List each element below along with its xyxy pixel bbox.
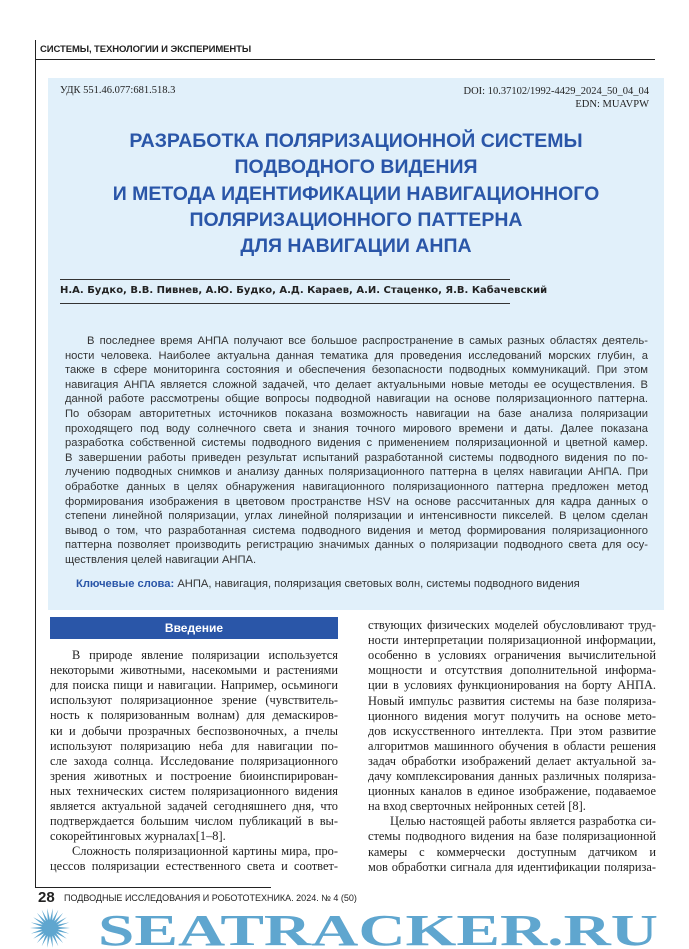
abstract-line: степени линейной поляризации, углах линейной поляризации и интенсивности пикселей. В целом сделан — [65, 510, 648, 523]
intro-heading: Введение — [50, 617, 338, 639]
keywords — [76, 578, 580, 590]
body-line: ционного видения могут получить на основе мето- — [368, 708, 656, 723]
body-line: В природе явление поляризации используется — [72, 648, 338, 662]
body-line: зрения животных и построение биоинспирирован- — [50, 768, 338, 783]
body-line: сле захода солнца. Исследование поляризационного — [50, 753, 338, 768]
abstract-line: разработка собственной системы подводного видения с применением поляризационной и цветной камер. — [65, 437, 648, 450]
section-header: СИСТЕМЫ, ТЕХНОЛОГИИ И ЭКСПЕРИМЕНТЫ — [40, 44, 252, 55]
authors: Н.А. Будко, В.В. Пивнев, А.Ю. Будко, А.Д. Караев, А.И. Стаценко, Я.В. Кабачевский — [60, 285, 548, 296]
watermark-text: SEATRACKER.RU — [98, 907, 658, 949]
abstract-line: паттерна позволяет производить регистрацию значимых данных о поляризации подводного света для осу- — [65, 539, 648, 552]
abstract-line: ности человека. Наиболее актуальна данная тематика для проведения исследований морских глубин, а — [65, 349, 648, 362]
doi-block — [464, 85, 650, 111]
abstract-line: вывод о том, что разработанная система подводного видения и метод формирования поляризационного — [65, 524, 648, 537]
sunburst-icon — [30, 908, 70, 948]
abstract-line: По обзорам авторитетных источников показана возможность навигации на базе анализа поляризации — [65, 408, 648, 420]
body-line: ность к поляризованным волнам) для демаскиров- — [50, 708, 338, 723]
title-line: ПОДВОДНОГО ВИДЕНИЯ — [234, 156, 478, 179]
body-line: ции в условиях функционирования на борту АНПА. — [368, 678, 656, 693]
body-line: ствующих физических моделей обусловливают труд- — [368, 618, 656, 632]
body-line: ки и добычи прозрачных беспозвоночных, а пчелы — [50, 723, 338, 738]
body-line: сокорейтинговых журналах[1–8]. — [50, 829, 226, 844]
header-rule — [35, 59, 655, 60]
body-line: на вход сверточных нейронных сетей [8]. — [368, 799, 586, 814]
body-line: Новый импульс развития системы на базе поляриза- — [368, 693, 656, 708]
body-line: является актуальной задачей сегодняшнего дня, что — [50, 799, 338, 813]
title-line: И МЕТОДА ИДЕНТИФИКАЦИИ НАВИГАЦИОННОГО — [112, 182, 600, 205]
doi: DOI: 10.37102/1992-4429_2024_50_04_04 — [463, 86, 649, 97]
abstract-line: проходящего под воду солнечного света и знания точного мирового времени и даты. Далее показана — [65, 422, 648, 435]
abstract-line: навигация АНПА является сложной задачей, что делает актуальными новые методы ее осуществления. В — [65, 378, 648, 391]
body-line: камеры с коммерчески доступным датчиком и — [368, 844, 656, 859]
body-line: подтверждается большим числом публикаций в вы- — [50, 814, 338, 829]
body-line: мощности и отсутствия дополнительной информа- — [368, 663, 656, 678]
keywords-label: Ключевые слова: — [76, 578, 175, 590]
body-line: используют поляризационное зрение (чувствитель- — [50, 693, 338, 708]
abstract-line: ществления целей навигации АНПА. — [65, 554, 257, 566]
title-line: РАЗРАБОТКА ПОЛЯРИЗАЦИОННОЙ СИСТЕМЫ — [129, 130, 583, 152]
body-line: некоторыми животными, насекомыми и растениями — [50, 663, 338, 678]
page-number: 28 — [38, 889, 55, 906]
edn: EDN: MUAVPW — [575, 99, 649, 110]
body-line: ных технических систем поляризационного видения — [50, 783, 338, 798]
body-line: ционных каналов в единое изображение, подаваемое — [368, 784, 656, 799]
abstract-line: также в сфере мониторинга состояния и обеспечения безопасности подводных коммуникаций. При этом — [65, 364, 648, 377]
body-line: цессов поляризации естественного света и соответ- — [50, 859, 338, 874]
authors-rule-bottom — [60, 303, 510, 304]
body-line: мов обработки сигнала для идентификации поляриза- — [368, 859, 656, 874]
authors-rule-top — [60, 279, 510, 280]
margin-rule — [35, 40, 36, 888]
body-line: используют поляризацию неба для навигации по- — [50, 738, 338, 753]
keywords-text: АНПА, навигация, поляризация световых волн, системы подводного видения — [174, 578, 580, 590]
body-line: дачу комплексирования данных различных поляриза- — [368, 769, 656, 783]
abstract-line: данной работе рассмотрены общие вопросы подводной навигации на основе поляризационного паттерна. — [65, 393, 648, 406]
body-line: особенно в условиях ограничения вычислительной — [368, 648, 656, 663]
body-line: стемы подводного видения на базе поляризационной — [368, 829, 656, 844]
journal-name: ПОДВОДНЫЕ ИССЛЕДОВАНИЯ И РОБОТОТЕХНИКА. 2024. № 4 (50) — [64, 893, 357, 903]
watermark-logo — [0, 907, 689, 949]
body-line: для поиска пищи и навигации. Например, осьминоги — [50, 678, 338, 693]
body-line: дов искусственного интеллекта. При этом развитие — [368, 723, 656, 738]
body-line: Сложность поляризационной картины мира, про- — [72, 844, 338, 859]
abstract-line: лучению подводных снимков и анализу данных поляризационного паттерна в целях навигации АНПА. При — [65, 466, 648, 479]
footer-rule — [35, 887, 271, 888]
abstract-line: В последнее время АНПА получают все большое распространение в самых разных областях деятель- — [87, 335, 648, 347]
abstract-line: В завершении работы приведен результат испытаний разработанной системы подводного видения по по- — [65, 451, 648, 464]
title-line: ДЛЯ НАВИГАЦИИ АНПА — [240, 235, 472, 258]
udk-code: УДК 551.46.077:681.518.3 — [60, 85, 176, 96]
abstract-line: формирования изображения в цветовом пространстве HSV на основе рассчитанных для кадра данных о — [65, 495, 648, 508]
abstract-line: обработке данных в целях обнаружения навигационного поляризационного паттерна предложен метод — [65, 481, 648, 493]
title-line: ПОЛЯРИЗАЦИОННОГО ПАТТЕРНА — [189, 208, 523, 231]
body-line: Целью настоящей работы является разработка си- — [390, 814, 656, 829]
body-line: ности интерпретации поляризационной информации, — [368, 633, 656, 648]
article-title — [48, 128, 664, 259]
body-line: задач обработки изображений делает актуальной за- — [368, 753, 656, 768]
body-line: алгоритмов машинного обучения в области решения — [368, 738, 656, 753]
